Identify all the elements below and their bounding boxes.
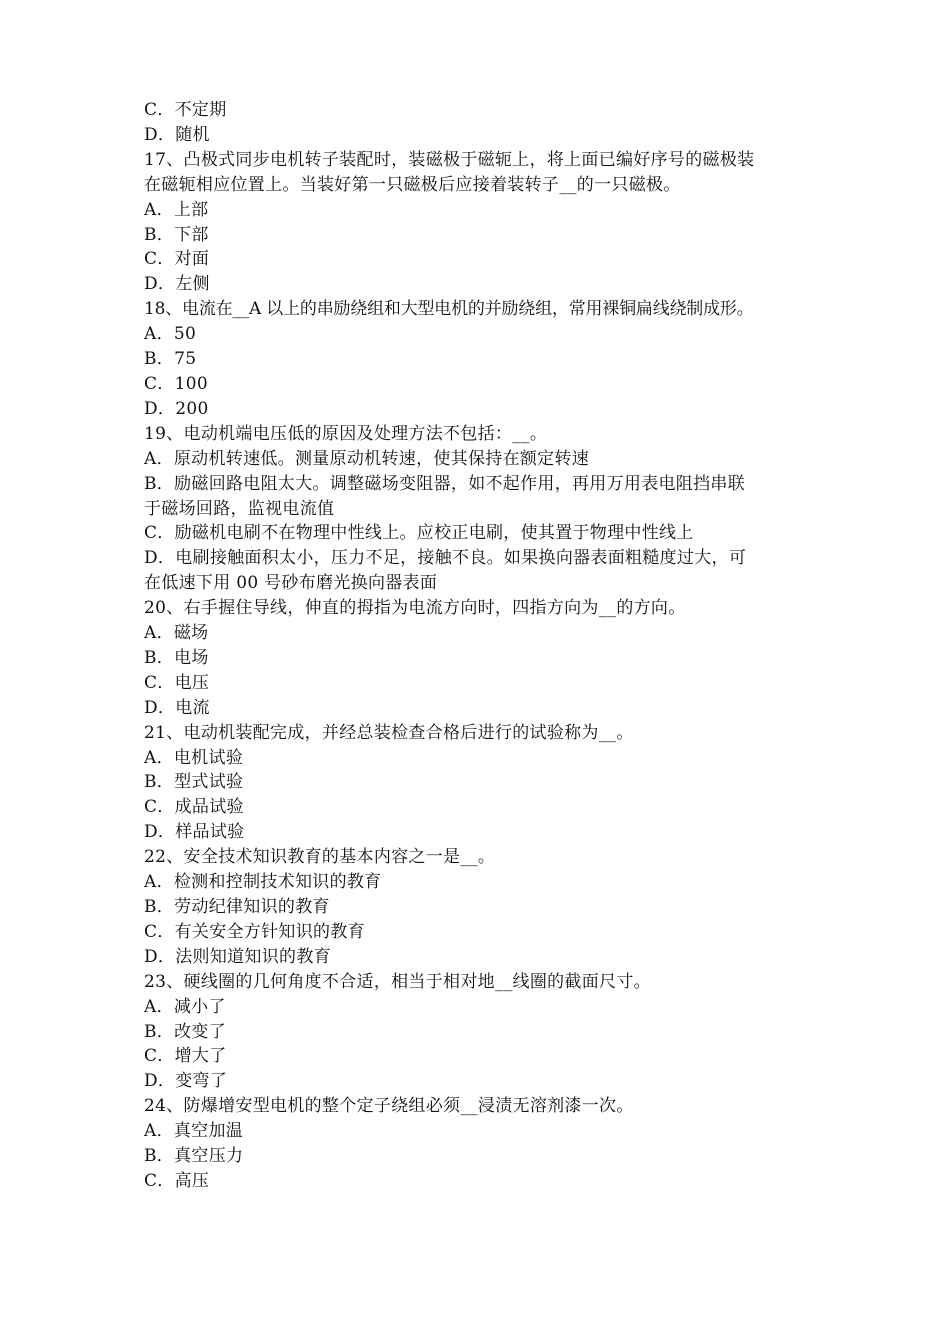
option-line: A．磁场 (144, 623, 209, 644)
option-line: B．型式试验 (144, 772, 244, 793)
question-line: 24、防爆增安型电机的整个定子绕组必须__浸渍无溶剂漆一次。 (144, 1096, 634, 1117)
option-line: 于磁场回路，监视电流值 (144, 498, 335, 519)
option-line: C．有关安全方针知识的教育 (144, 921, 365, 942)
option-line: C．增大了 (144, 1046, 227, 1067)
document-page (144, 98, 816, 1194)
option-line: B．励磁回路电阻太大。调整磁场变阻器，如不起作用，再用万用表电阻挡串联 (144, 473, 745, 494)
option-line: D．左侧 (144, 274, 210, 295)
option-line: B．下部 (144, 224, 209, 245)
option-line: C．不定期 (144, 100, 227, 120)
option-line: C．成品试验 (144, 797, 244, 818)
option-line: D．法则知道知识的教育 (144, 946, 331, 967)
option-line: 在低速下用 00 号砂布磨光换向器表面 (144, 573, 438, 594)
option-line: D．电流 (144, 697, 210, 718)
option-line: C．高压 (144, 1170, 210, 1191)
option-line: A．减小了 (144, 996, 226, 1017)
option-line: C．对面 (144, 249, 210, 270)
question-line: 19、电动机端电压低的原因及处理方法不包括：__。 (144, 423, 548, 444)
option-line: A．50 (144, 324, 197, 345)
option-line: C．励磁机电刷不在物理中性线上。应校正电刷，使其置于物理中性线上 (144, 523, 694, 544)
option-line: B．真空压力 (144, 1146, 244, 1167)
option-line: A．上部 (144, 199, 209, 220)
question-line: 在磁轭相应位置上。当装好第一只磁极后应接着装转子__的一只磁极。 (144, 174, 681, 195)
option-line: C．100 (144, 373, 208, 394)
option-line: B．电场 (144, 647, 209, 668)
option-line: D．200 (144, 398, 209, 419)
option-line: A．检测和控制技术知识的教育 (144, 872, 382, 893)
option-line: D．变弯了 (144, 1071, 228, 1092)
option-line: D．电刷接触面积太小，压力不足，接触不良。如果换向器表面粗糙度过大，可 (144, 548, 747, 569)
option-line: B．劳动纪律知识的教育 (144, 897, 330, 917)
option-line: D．样品试验 (144, 822, 245, 843)
option-line: B．75 (144, 349, 197, 370)
option-line: A．电机试验 (144, 747, 244, 768)
question-line: 22、安全技术知识教育的基本内容之一是__。 (144, 847, 496, 868)
option-line: B．改变了 (144, 1021, 226, 1042)
option-line: C．电压 (144, 672, 210, 693)
question-line: 23、硬线圈的几何角度不合适，相当于相对地__线圈的截面尺寸。 (144, 971, 651, 992)
question-line: 18、电流在__A 以上的串励绕组和大型电机的并励绕组，常用裸铜扁线绕制成形。 (144, 299, 754, 320)
question-line: 17、凸极式同步电机转子装配时，装磁极于磁轭上，将上面已编好序号的磁极装 (144, 149, 755, 170)
option-line: A．真空加温 (144, 1121, 244, 1142)
question-line: 21、电动机装配完成，并经总装检查合格后进行的试验称为__。 (144, 722, 634, 743)
question-line: 20、右手握住导线，伸直的拇指为电流方向时，四指方向为__的方向。 (144, 598, 686, 619)
option-line: D．随机 (144, 124, 210, 145)
option-line: A．原动机转速低。测量原动机转速，使其保持在额定转速 (144, 448, 590, 469)
